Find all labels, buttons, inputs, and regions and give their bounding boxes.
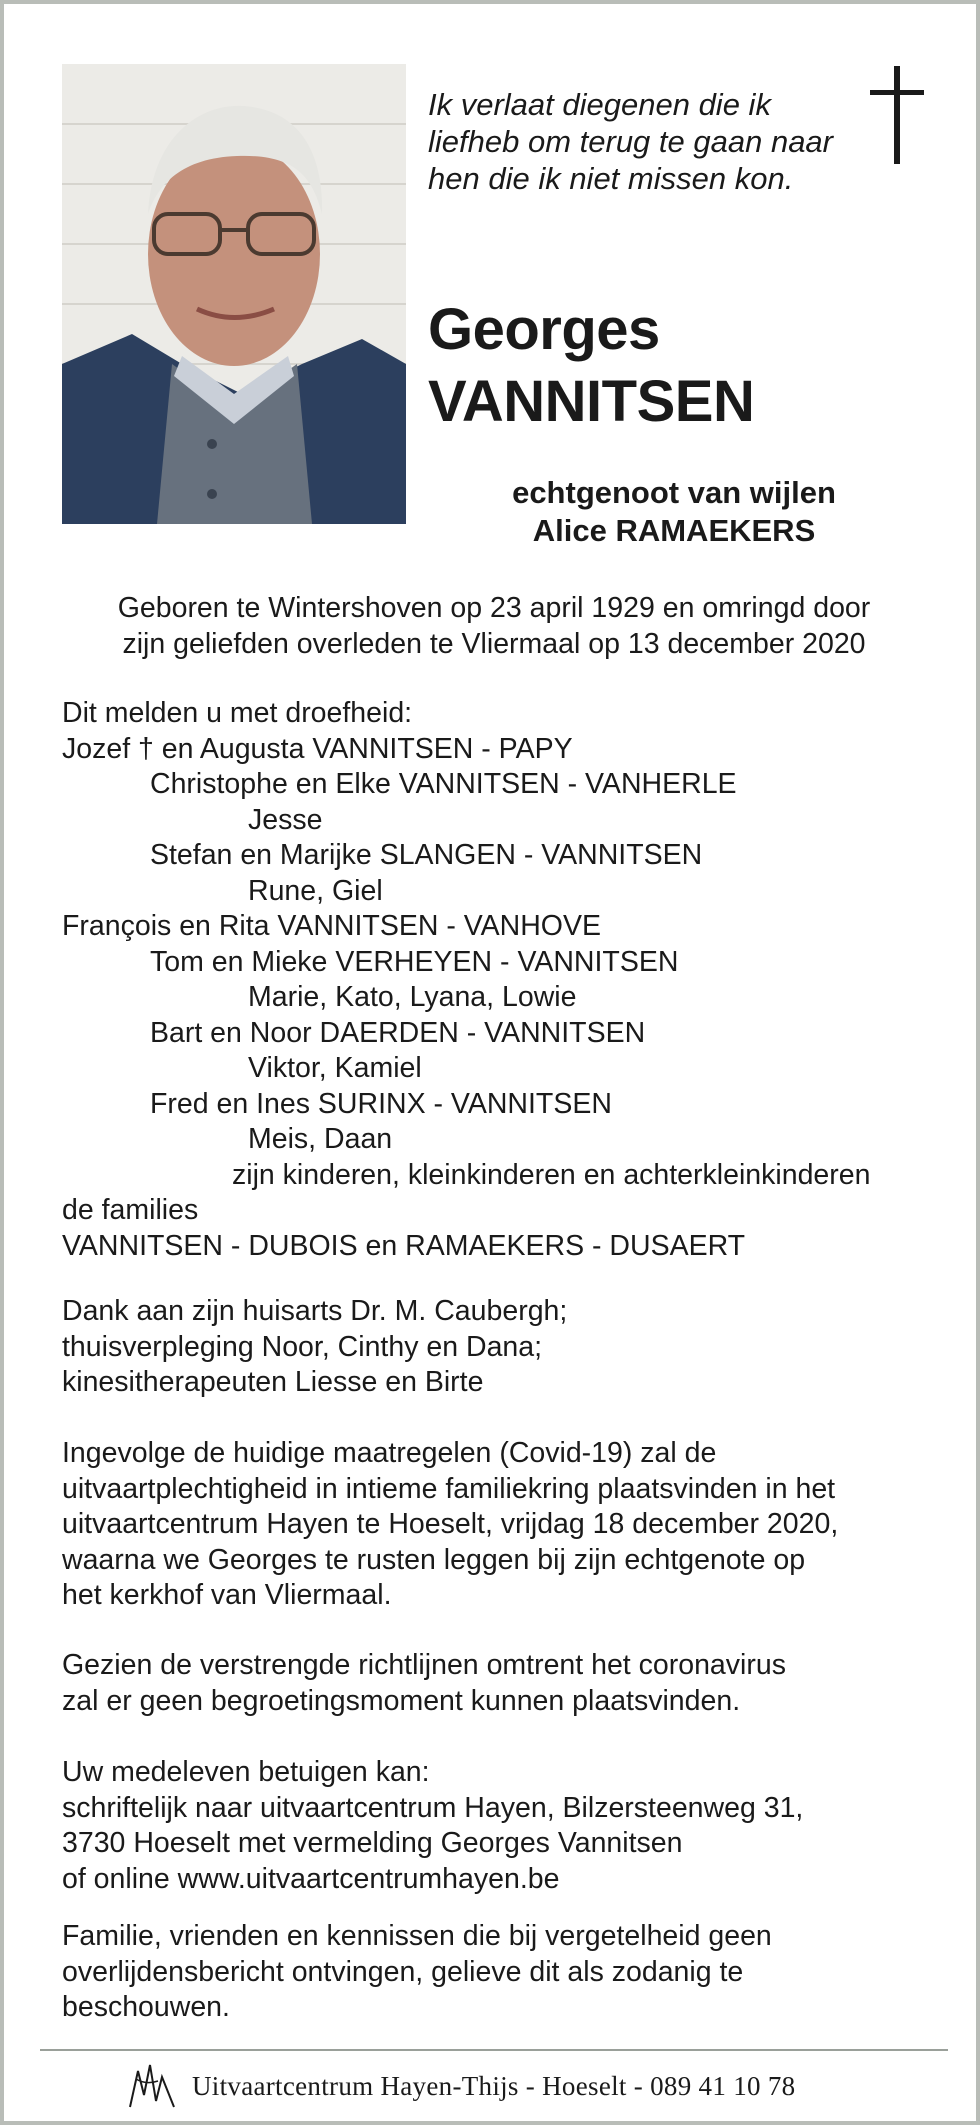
opening-quote: [428, 86, 858, 197]
notice-line: beschouwen.: [62, 1991, 230, 2023]
ceremony-line: het kerkhof van Vliermaal.: [62, 1579, 392, 1611]
ceremony-line: Ingevolge de huidige maatregelen (Covid-19) zal de: [62, 1437, 717, 1469]
notice-line: overlijdensbericht ontvingen, gelieve dit als zodanig te: [62, 1955, 744, 1988]
family-line: Jesse: [248, 803, 323, 836]
quote-line: Ik verlaat diegenen die ik: [428, 87, 771, 122]
family-line: Meis, Daan: [248, 1123, 393, 1155]
spouse-block: [434, 474, 914, 550]
notice-paragraph: [62, 1919, 772, 2026]
family-line: François en Rita VANNITSEN - VANHOVE: [62, 910, 601, 942]
statement-line: Geboren te Wintershoven op 23 april 1929 en omringd door: [117, 592, 871, 624]
ceremony-line: uitvaartplechtigheid in intieme familiekring plaatsvinden in het: [62, 1472, 836, 1505]
family-line: Marie, Kato, Lyana, Lowie: [248, 981, 577, 1013]
ceremony-line: uitvaartcentrum Hayen te Hoeselt, vrijdag 18 december 2020,: [62, 1508, 839, 1540]
covid-paragraph: [62, 1648, 786, 1719]
thanks-line: thuisverpleging Noor, Cinthy en Dana;: [62, 1330, 543, 1363]
family-line: Viktor, Kamiel: [248, 1052, 422, 1084]
family-line: Christophe en Elke VANNITSEN - VANHERLE: [150, 768, 737, 800]
spouse-name: Alice RAMAEKERS: [532, 513, 816, 548]
condolences-line: schriftelijk naar uitvaartcentrum Hayen, Bilzersteenweg 31,: [62, 1791, 804, 1824]
thanks-line: kinesitherapeuten Liesse en Birte: [62, 1366, 484, 1398]
condolences-paragraph: [62, 1755, 803, 1897]
cross-icon: [868, 66, 926, 164]
footer: [124, 2060, 795, 2112]
birth-death-statement: [44, 590, 944, 662]
footer-text: Uitvaartcentrum Hayen-Thijs - Hoeselt - 089 41 10 78: [192, 2070, 796, 2101]
condolences-line: Uw medeleven betuigen kan:: [62, 1756, 430, 1788]
family-line: Jozef † en Augusta VANNITSEN - PAPY: [62, 732, 573, 765]
spouse-relation: echtgenoot van wijlen: [512, 475, 836, 510]
thanks-paragraph: [62, 1294, 567, 1401]
portrait-illustration: [62, 64, 406, 524]
family-line: Rune, Giel: [248, 874, 383, 907]
family-line: zijn kinderen, kleinkinderen en achterkleinkinderen: [232, 1158, 871, 1191]
deceased-first-name: Georges: [428, 297, 660, 362]
family-line: Fred en Ines SURINX - VANNITSEN: [150, 1087, 612, 1120]
family-line: de families: [62, 1194, 199, 1226]
deceased-last-name: VANNITSEN: [428, 369, 755, 434]
family-list: [62, 696, 870, 1264]
family-line: Stefan en Marijke SLANGEN - VANNITSEN: [150, 839, 703, 871]
thanks-line: Dank aan zijn huisarts Dr. M. Caubergh;: [62, 1295, 568, 1327]
statement-line: zijn geliefden overleden te Vliermaal op 13 december 2020: [122, 628, 866, 660]
footer-divider: [40, 2049, 948, 2051]
notice-line: Familie, vrienden en kennissen die bij vergetelheid geen: [62, 1920, 772, 1952]
family-line: Tom en Mieke VERHEYEN - VANNITSEN: [150, 945, 679, 978]
covid-line: Gezien de verstrengde richtlijnen omtrent het coronavirus: [62, 1649, 786, 1681]
ceremony-line: waarna we Georges te rusten leggen bij zijn echtgenote op: [62, 1543, 806, 1576]
funeral-home-logo-icon: [124, 2061, 180, 2111]
quote-line: hen die ik niet missen kon.: [428, 161, 794, 196]
condolences-line: 3730 Hoeselt met vermelding Georges Vannitsen: [62, 1827, 683, 1859]
portrait-photo: [62, 64, 406, 524]
condolences-line: of online www.uitvaartcentrumhayen.be: [62, 1862, 560, 1895]
ceremony-paragraph: [62, 1436, 838, 1614]
family-intro: Dit melden u met droefheid:: [62, 697, 413, 729]
covid-line: zal er geen begroetingsmoment kunnen plaatsvinden.: [62, 1684, 741, 1717]
quote-line: liefheb om terug te gaan naar: [428, 124, 833, 159]
family-line: VANNITSEN - DUBOIS en RAMAEKERS - DUSAERT: [62, 1229, 746, 1262]
family-line: Bart en Noor DAERDEN - VANNITSEN: [150, 1016, 646, 1049]
